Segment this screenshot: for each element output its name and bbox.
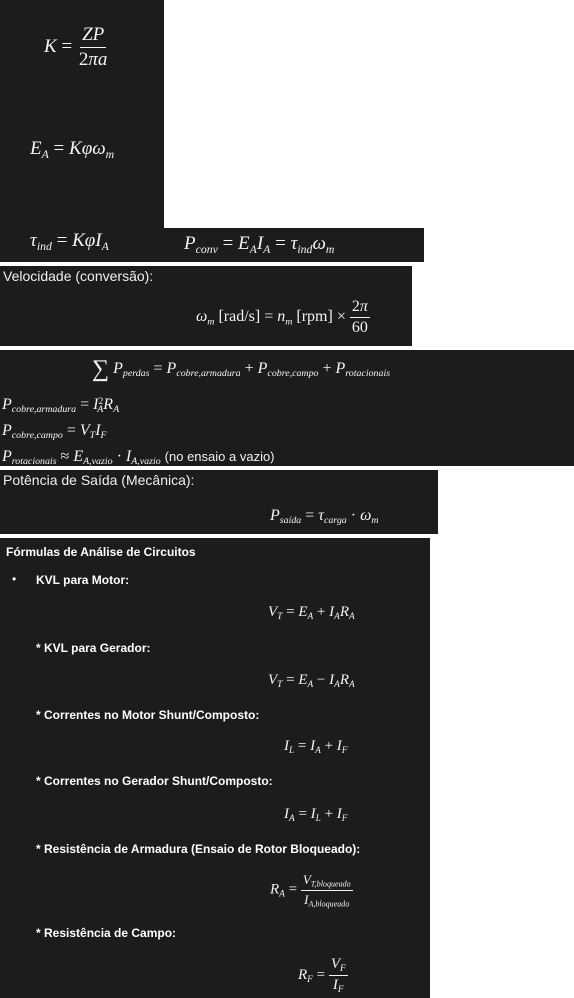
no-load-test-note: (no ensaio a vazio) [164, 449, 275, 464]
kvl-generator-label: * KVL para Gerador: [36, 641, 151, 655]
armature-copper-loss-formula: $P_{cobre,armadura} = I^2_AR_A$ [2, 396, 120, 416]
output-power-label: Potência de Saída (Mecânica): [3, 472, 195, 488]
motor-currents-label: * Correntes no Motor Shunt/Composto: [36, 708, 260, 722]
total-losses-formula: ∑ $P_{perdas} = P_{cobre,armadura} + P_{cobre,campo} + P_{rotacionais}$ [92, 356, 391, 382]
armature-resistance-label: * Resistência de Armadura (Ensaio de Rotor Bloqueado): [36, 842, 361, 856]
kvl-motor-formula: $V_T = E_A + I_AR_A$ [268, 604, 355, 622]
constant-k-formula: K = $\frac{ZP}{2\pi a}$ [44, 24, 108, 70]
internal-voltage-formula: $E_A = K\varphi\omega_m$ [30, 138, 115, 161]
velocity-conversion-label: Velocidade (conversão): [3, 268, 154, 284]
velocity-conversion-formula: $\omega_m$ $[rad/s] = n_m$ [rpm] × $\frac{2\pi}{60}$ [196, 298, 368, 336]
kvl-motor-label: KVL para Motor: [36, 573, 130, 587]
circuit-formulas-title: Fórmulas de Análise de Circuitos [6, 545, 196, 559]
generator-currents-formula: $I_A = I_L + I_F$ [284, 806, 348, 824]
motor-currents-formula: $I_L = I_A + I_F$ [284, 738, 348, 756]
kvl-generator-formula: $V_T = E_A - I_AR_A$ [268, 672, 355, 690]
armature-resistance-formula: $R_A$ = $\frac{V_{T,bloqueado}}{I_{A,bloqueado}}$ [270, 872, 351, 909]
generator-currents-label: * Correntes no Gerador Shunt/Composto: [36, 774, 273, 788]
rotational-loss-formula: $P_{rotacionais} \approx E_{A,vazio} \cdot I_{A,vazio}$ (no ensaio a vazio) [2, 448, 275, 468]
output-power-formula: $P_{saída} = \tau_{carga} \cdot \omega_m$ [270, 507, 379, 527]
bullet-marker: • [12, 572, 17, 586]
field-resistance-formula: $R_F$ = $\frac{V_F}{I_F}$ [298, 956, 346, 995]
induced-torque-formula: $\tau_{ind} = K\varphi I_A$ [30, 230, 109, 253]
field-copper-loss-formula: $P_{cobre,campo} = V_TI_F$ [2, 422, 107, 442]
converted-power-formula: $P_{conv} = E_AI_A = \tau_{ind}\omega_m$ [184, 233, 335, 256]
field-resistance-label: * Resistência de Campo: [36, 926, 177, 940]
